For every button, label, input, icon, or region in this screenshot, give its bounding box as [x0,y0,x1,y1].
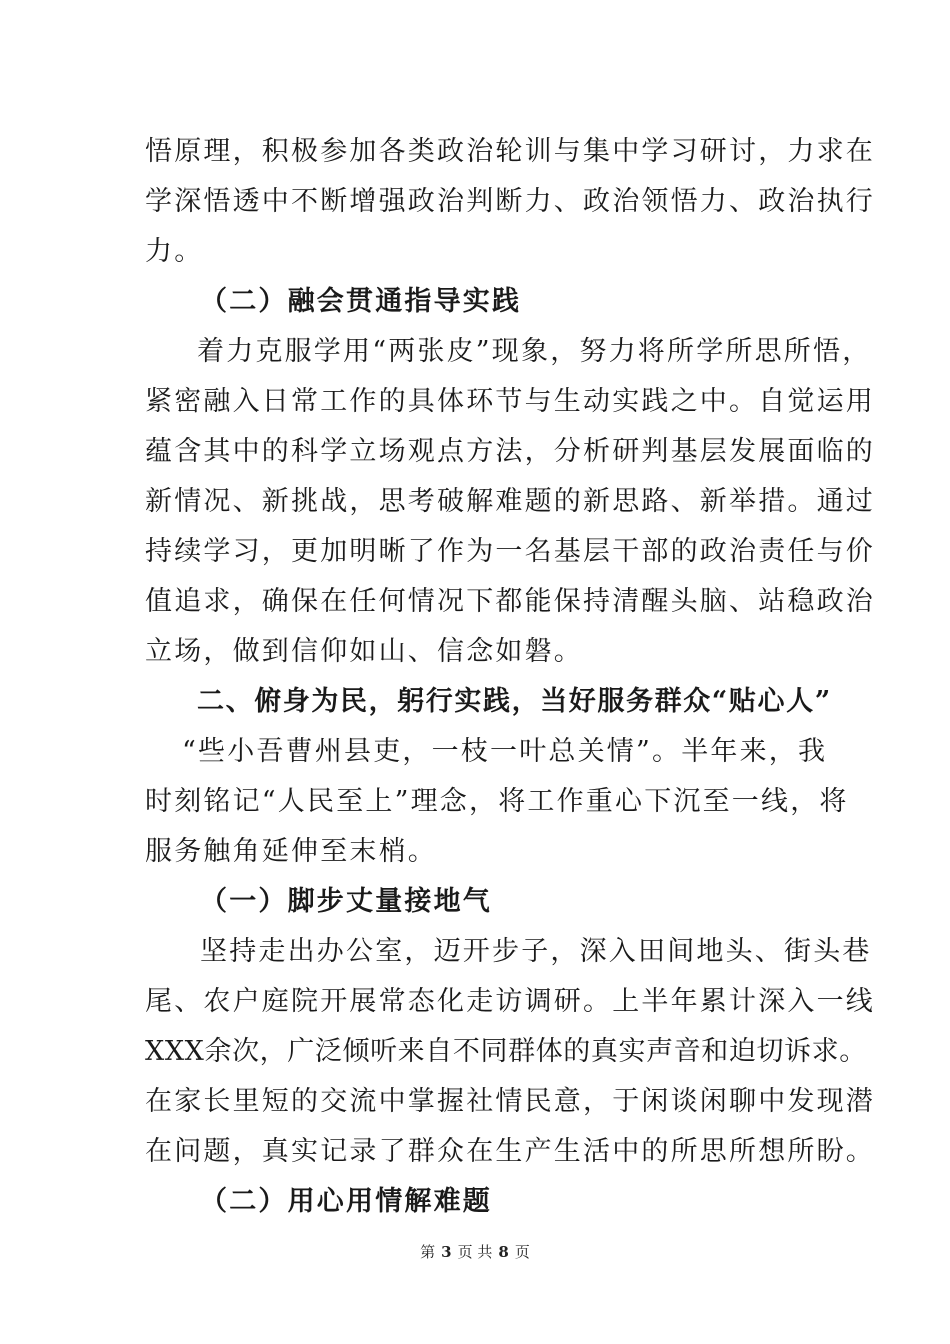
body-line: 力。 [145,236,204,267]
body-line: 持续学习，更加明晰了作为一名基层干部的政治责任与价 [145,536,875,567]
body-line: 时刻铭记“人民至上”理念，将工作重心下沉至一线，将 [145,786,849,817]
footer-total-pages: 8 [498,1243,509,1261]
body-line: 尾、农户庭院开展常态化走访调研。上半年累计深入一线 [145,986,875,1017]
body-line: 值追求，确保在任何情况下都能保持清醒头脑、站稳政治 [145,586,875,617]
body-line: 在家长里短的交流中掌握社情民意，于闲谈闲聊中发现潜 [145,1086,875,1117]
footer-current-page: 3 [441,1243,452,1261]
body-line: 新情况、新挑战，思考破解难题的新思路、新举措。通过 [145,486,875,517]
body-line: 着力克服学用“两张皮”现象，努力将所学所思所悟， [197,336,872,367]
body-line: XXX余次，广泛倾听来自不同群体的真实声音和迫切诉求。 [145,1036,867,1067]
body-line: “些小吾曹州县吏，一枝一叶总关情”。半年来，我 [182,736,828,767]
body-line: 服务触角延伸至末梢。 [145,836,437,867]
section-subheading: （二）融会贯通指导实践 [200,286,522,317]
section-subheading: （二）用心用情解难题 [200,1186,492,1217]
footer-prefix: 第 [420,1243,436,1261]
body-line: 学深悟透中不断增强政治判断力、政治领悟力、政治执行 [145,186,875,217]
body-line: 在问题，真实记录了群众在生产生活中的所思所想所盼。 [145,1136,875,1167]
footer-middle: 页 共 [457,1243,493,1261]
section-heading: 二、俯身为民，躬行实践，当好服务群众“贴心人” [197,686,832,717]
page-footer [0,1242,950,1262]
body-line: 蕴含其中的科学立场观点方法，分析研判基层发展面临的 [145,436,875,467]
body-line: 悟原理，积极参加各类政治轮训与集中学习研讨，力求在 [145,136,875,167]
body-line: 紧密融入日常工作的具体环节与生动实践之中。自觉运用 [145,386,875,417]
body-line: 坚持走出办公室，迈开步子，深入田间地头、街头巷 [200,936,872,967]
section-subheading: （一）脚步丈量接地气 [200,886,492,917]
body-line: 立场，做到信仰如山、信念如磐。 [145,636,583,667]
footer-suffix: 页 [514,1243,530,1261]
